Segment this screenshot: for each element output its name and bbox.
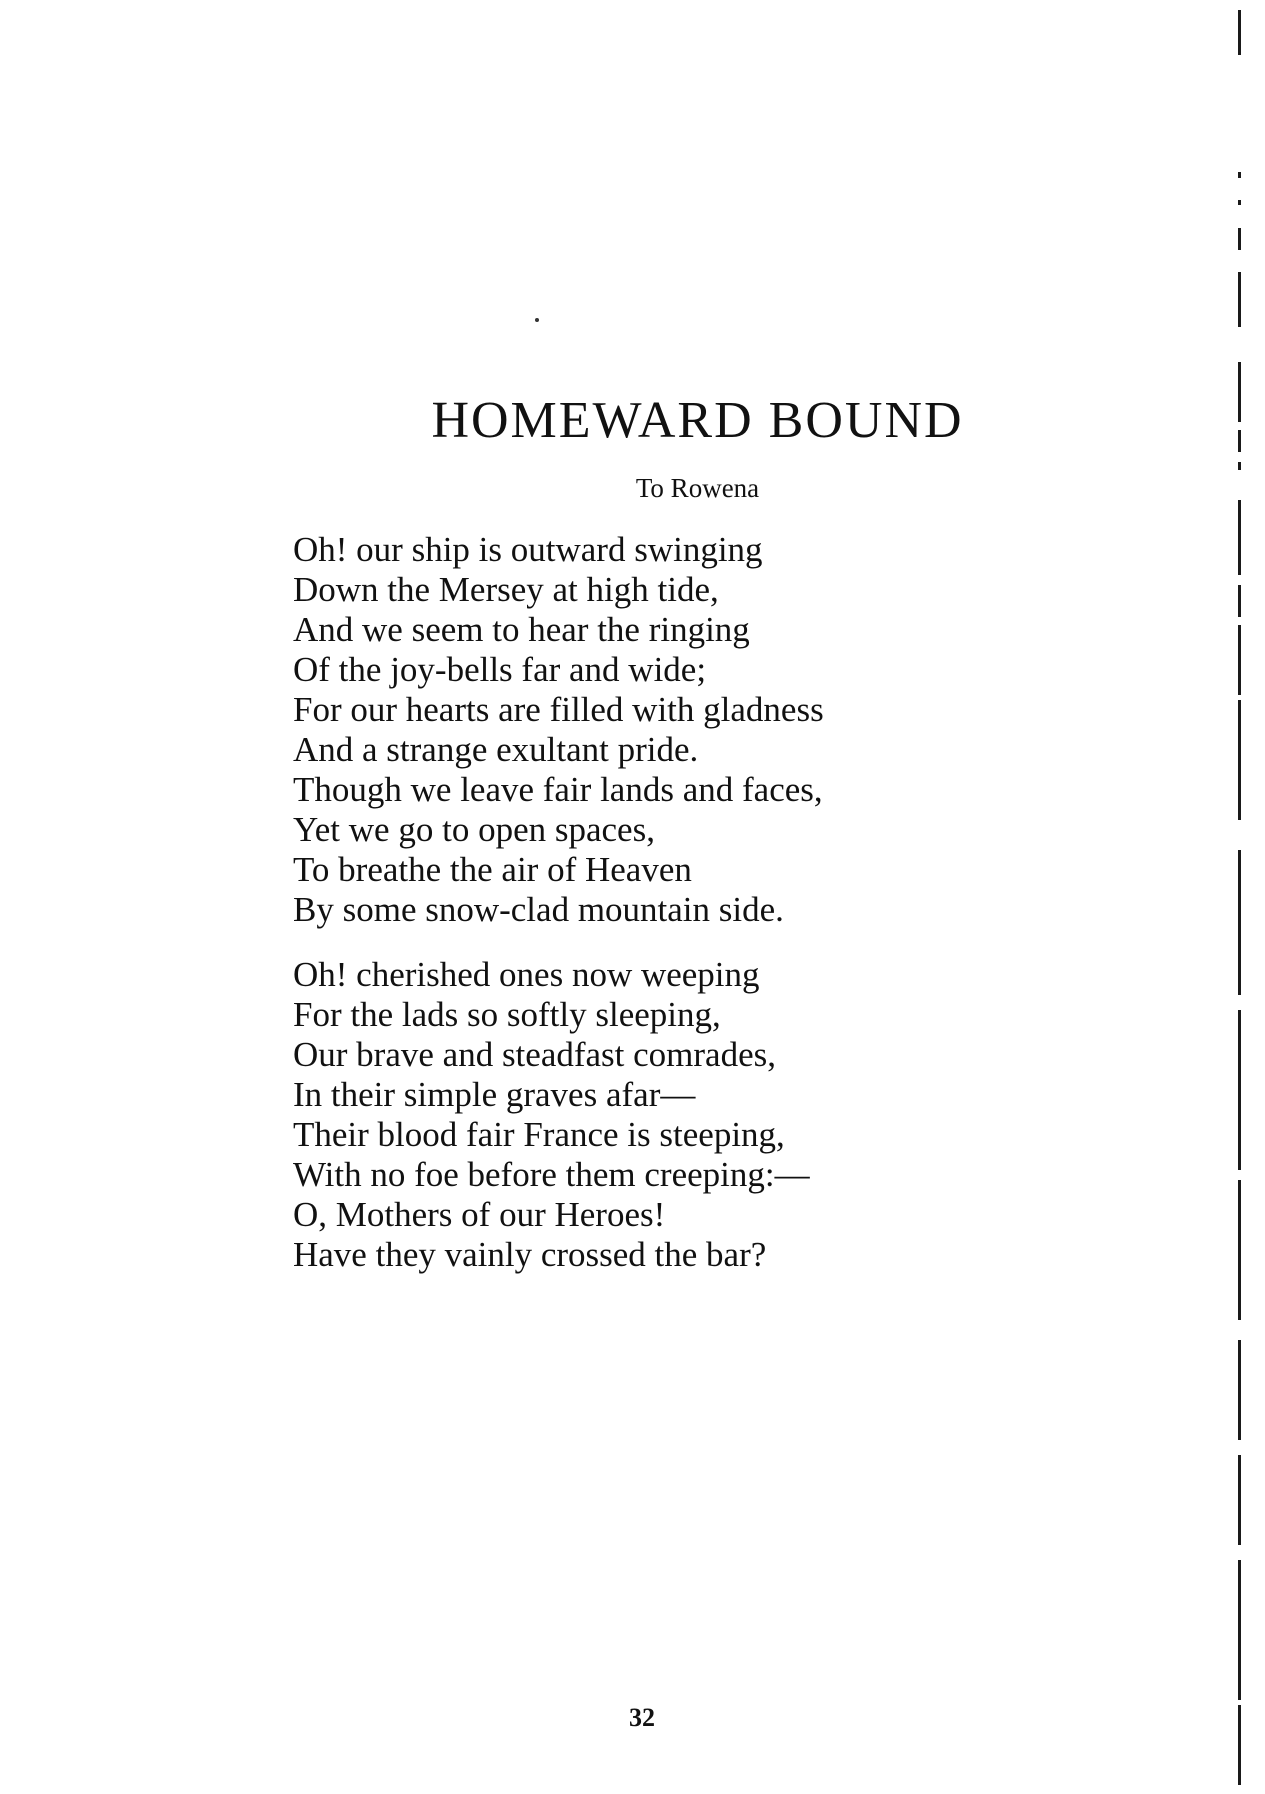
binding-edge-mark: [1238, 272, 1241, 327]
binding-edge-mark: [1238, 200, 1241, 205]
binding-edge-mark: [1238, 462, 1241, 470]
page-number: 32: [629, 1703, 655, 1732]
poem-line: In their simple graves afar—: [293, 1075, 696, 1114]
poem-line: Their blood fair France is steeping,: [293, 1115, 785, 1154]
poem-line: For the lads so softly sleeping,: [293, 995, 721, 1034]
poem-line: Have they vainly crossed the bar?: [293, 1235, 767, 1274]
poem-line: To breathe the air of Heaven: [293, 850, 692, 889]
poem-line: Oh! cherished ones now weeping: [293, 955, 760, 994]
binding-edge-mark: [1238, 1455, 1241, 1545]
poem-line: With no foe before them creeping:—: [293, 1155, 810, 1194]
binding-edge-mark: [1238, 10, 1241, 55]
poem-line: Yet we go to open spaces,: [293, 810, 655, 849]
poem-line: Though we leave fair lands and faces,: [293, 770, 823, 809]
scan-speck: [535, 318, 539, 322]
binding-edge-mark: [1238, 500, 1241, 575]
binding-edge-mark: [1238, 172, 1241, 178]
stanza-2: [293, 955, 810, 1275]
poem-line: And a strange exultant pride.: [293, 730, 699, 769]
binding-edge-mark: [1238, 1180, 1241, 1320]
binding-edge-mark: [1238, 700, 1241, 820]
poem-line: For our hearts are filled with gladness: [293, 690, 824, 729]
binding-edge-mark: [1238, 1560, 1241, 1700]
poem-title: HOMEWARD BOUND: [431, 392, 964, 449]
binding-edge-mark: [1238, 625, 1241, 695]
poem-line: Oh! our ship is outward swinging: [293, 530, 763, 569]
poem-line: Our brave and steadfast comrades,: [293, 1035, 776, 1074]
binding-edge-mark: [1238, 228, 1241, 250]
poem-line: Of the joy-bells far and wide;: [293, 650, 707, 689]
binding-edge-mark: [1238, 1010, 1241, 1170]
poem-line: By some snow-clad mountain side.: [293, 890, 784, 929]
poem-line: And we seem to hear the ringing: [293, 610, 750, 649]
binding-edge-mark: [1238, 850, 1241, 995]
binding-edge-mark: [1238, 1340, 1241, 1440]
binding-edge-mark: [1238, 585, 1241, 617]
poem-line: Down the Mersey at high tide,: [293, 570, 719, 609]
binding-edge-mark: [1238, 1705, 1241, 1785]
stanza-1: [293, 530, 824, 930]
poem-line: O, Mothers of our Heroes!: [293, 1195, 666, 1234]
poem-dedication: To Rowena: [635, 473, 760, 503]
